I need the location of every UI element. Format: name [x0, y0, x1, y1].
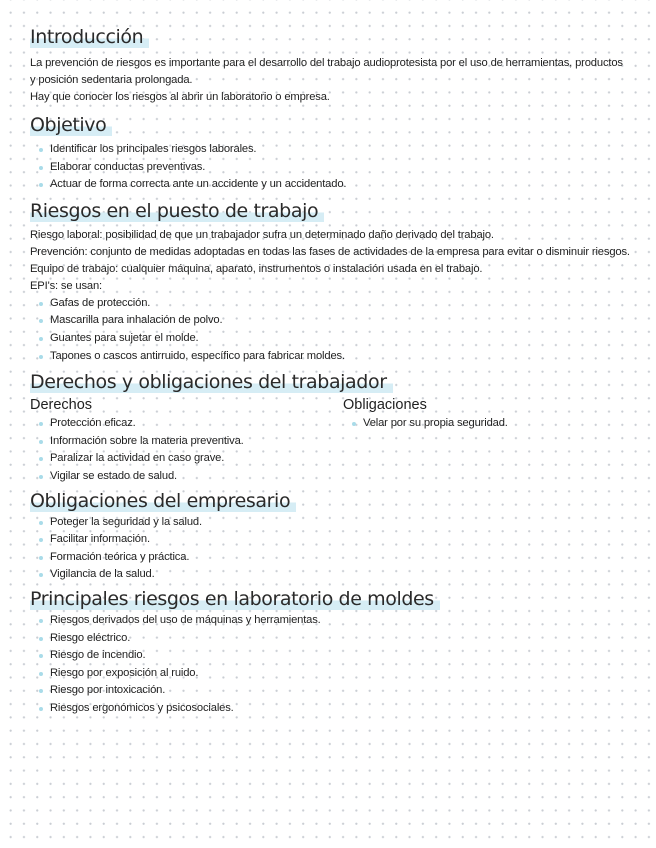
definition-paragraph: Prevención: conjunto de medidas adoptadas en todas las fases de actividades de la empresa para evitar o disminuir riesgos. [30, 245, 630, 258]
heading-objetivo: Objetivo [30, 112, 112, 138]
heading-obligaciones-empresario: Obligaciones del empresario [30, 488, 296, 514]
section-objetivo [30, 112, 630, 194]
list-item: Gafas de protección. [48, 295, 630, 313]
intro-paragraph: Hay que conocer los riesgos al abrir un laboratorio o empresa. [30, 91, 330, 103]
definition-paragraph: EPI's: se usan: [30, 279, 103, 292]
heading-riesgos-laboratorio: Principales riesgos en laboratorio de moldes [30, 586, 440, 612]
list-item: Elaborar conductas preventivas. [48, 159, 630, 177]
list-item: Riesgo eléctrico. [48, 630, 630, 648]
list-item: Tapones o cascos antirruido, específico para fabricar moldes. [48, 348, 630, 366]
list-item: Velar por su propia seguridad. [361, 415, 603, 433]
list-item: Riesgo por exposición al ruido. [48, 665, 630, 683]
section-derechos-obligaciones [30, 369, 630, 485]
list-item: Riesgo de incendio. [48, 647, 630, 665]
list-item: Poteger la seguridad y la salud. [48, 514, 630, 532]
rights-columns [30, 395, 630, 485]
notes-page [30, 24, 630, 719]
lab-risks-list [30, 612, 630, 718]
list-item: Formación teórica y práctica. [48, 549, 630, 567]
obligations-column [343, 395, 603, 485]
list-item: Riesgos ergonómicos y psicosociales. [48, 700, 630, 718]
obligations-list [343, 415, 603, 433]
heading-introduccion: Introducción [30, 24, 149, 50]
list-item: Riesgo por intoxicación. [48, 682, 630, 700]
subheading-derechos: Derechos [30, 397, 93, 414]
definition-paragraph: Riesgo laboral: posibilidad de que un trabajador sufra un determinado daño derivado del trabajo. [30, 228, 494, 241]
list-item: Riesgos derivados del uso de máquinas y herramientas. [48, 612, 630, 630]
section-obligaciones-empresario [30, 488, 630, 584]
heading-derechos-obligaciones: Derechos y obligaciones del trabajador [30, 369, 393, 395]
list-item: Actuar de forma correcta ante un accidente y un accidentado. [48, 176, 630, 194]
objective-list [30, 141, 630, 194]
list-item: Identificar los principales riesgos laborales. [48, 141, 630, 159]
employer-list [30, 514, 630, 584]
list-item: Información sobre la materia preventiva. [48, 433, 343, 451]
section-introduccion [30, 24, 630, 106]
section-riesgos-puesto [30, 198, 630, 365]
list-item: Paralizar la actividad en caso grave. [48, 450, 343, 468]
list-item: Mascarilla para inhalación de polvo. [48, 312, 630, 330]
subheading-obligaciones: Obligaciones [343, 397, 427, 414]
epi-list [30, 295, 630, 365]
heading-riesgos-puesto: Riesgos en el puesto de trabajo [30, 198, 324, 224]
list-item: Facilitar información. [48, 531, 630, 549]
rights-column [30, 395, 343, 485]
list-item: Protección eficaz. [48, 415, 343, 433]
rights-list [30, 415, 343, 485]
list-item: Vigilar se estado de salud. [48, 468, 343, 486]
section-riesgos-laboratorio [30, 586, 630, 718]
definition-paragraph: Equipo de trabajo: cualquier máquina, aparato, instrumentos o instalación usada en el trabajo. [30, 262, 483, 275]
intro-paragraph: La prevención de riesgos es importante para el desarrollo del trabajo audioprotesista por el uso de herramientas, productos y posición sedentaria prolongada. [30, 57, 623, 86]
list-item: Guantes para sujetar el molde. [48, 330, 630, 348]
list-item: Vigilancia de la salud. [48, 566, 630, 584]
